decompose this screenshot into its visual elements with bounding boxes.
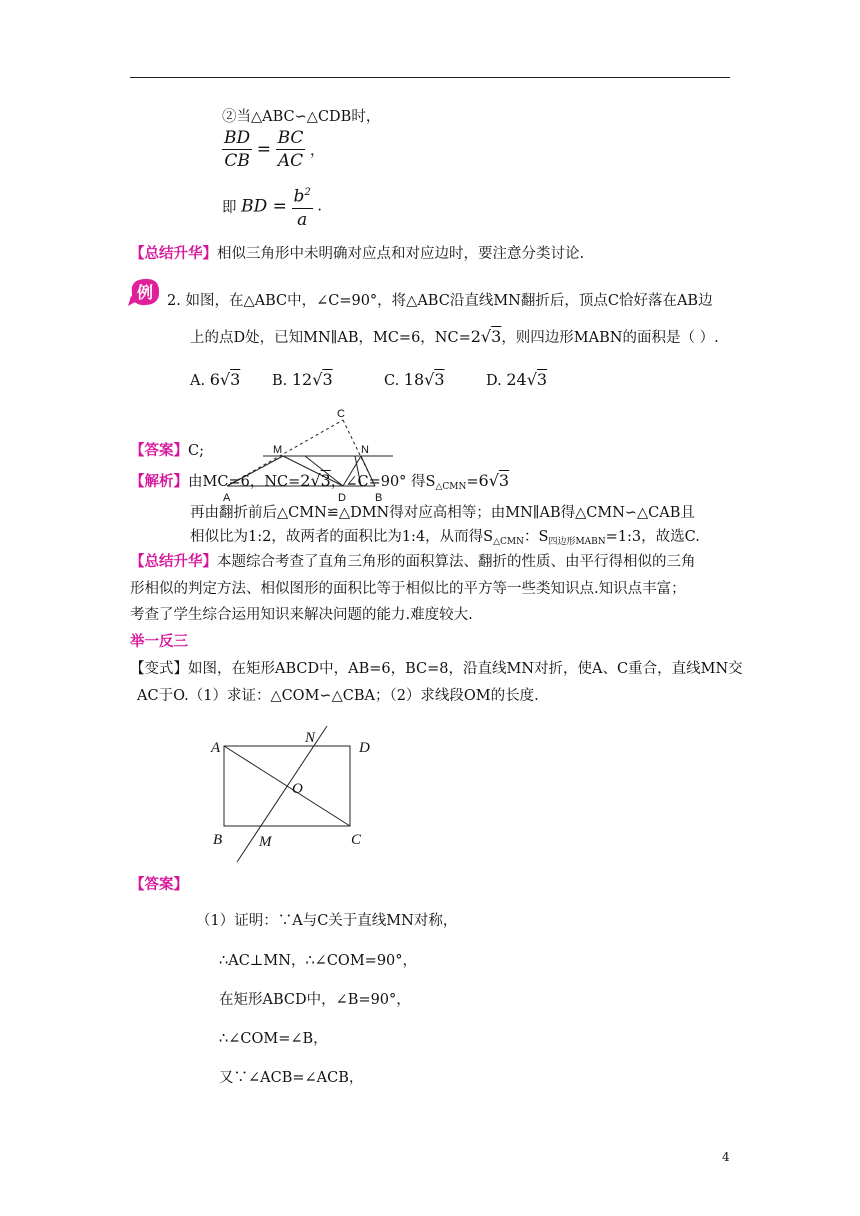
label-b: B — [213, 832, 223, 848]
proof-line-4: ∴∠COM=∠B， — [219, 1031, 328, 1047]
practice-heading: 举一反三 — [130, 633, 188, 650]
label-d: D — [359, 740, 370, 756]
summary-1: 【总结升华】相似三角形中未明确对应点和对应边时，要注意分类讨论. — [130, 245, 585, 262]
label-n: N — [361, 444, 369, 456]
nc-value: 2√3 — [470, 327, 502, 346]
answer-1: 【答案】C; — [130, 442, 204, 459]
rectangle-fold-diagram — [205, 722, 390, 867]
label-a: A — [211, 740, 221, 756]
analysis-line2: 再由翻折前后△CMN≌△DMN得对应高相等；由MN∥AB得△CMN∽△CAB且 — [190, 505, 695, 521]
svg-text:例: 例 — [136, 283, 154, 302]
comma: ， — [310, 143, 325, 159]
fraction-bc-ac: $\frac{BC}{AC}$ — [277, 128, 304, 171]
variant-line2: AC于O.（1）求证：△COM∽△CBA；（2）求线段OM的长度. — [137, 688, 539, 704]
label-m: M — [273, 444, 283, 456]
label-n: N — [305, 730, 316, 746]
option-a: A. 6√3 — [190, 370, 241, 389]
option-c: C. 18√3 — [384, 370, 445, 389]
label-o: O — [292, 781, 303, 797]
header-rule — [130, 77, 730, 78]
proof-line-2: ∴AC⊥MN，∴∠COM=90°， — [219, 953, 418, 969]
fraction-bd-cb: $\frac{BD}{CB}$ — [224, 128, 251, 171]
option-d: D. 24√3 — [486, 370, 548, 389]
example-question-line1: 2. 如图，在△ABC中，∠C=90°，将△ABC沿直线MN翻折后，顶点C恰好落在AB边 — [167, 293, 713, 309]
case2-intro: ②当△ABC∽△CDB时， — [222, 109, 381, 125]
summary-label: 【总结升华】 — [130, 245, 217, 262]
summary-2-line3: 考查了学生综合运用知识来解决问题的能力.难度较大. — [130, 607, 473, 623]
fraction-b2-a: $\frac{b^2}{a}$ — [292, 184, 313, 229]
label-a: A — [223, 492, 231, 504]
summary-2-line2: 形相似的判定方法、相似图形的面积比等于相似比的平方等一些类知识点.知识点丰富； — [130, 581, 686, 597]
label-c: C — [351, 832, 362, 848]
proof-line-5: 又∵∠ACB=∠ACB， — [219, 1070, 364, 1086]
label-b: B — [375, 492, 383, 504]
label-c: C — [337, 408, 345, 420]
proof-line-3: 在矩形ABCD中，∠B=90°， — [219, 992, 411, 1008]
summary-2-line1: 【总结升华】本题综合考查了直角三角形的面积算法、翻折的性质、由平行得相似的三角 — [130, 553, 696, 570]
case2-ratio-equation — [222, 129, 325, 170]
answer-2: 【答案】 — [130, 876, 188, 893]
option-b: B. 12√3 — [272, 370, 333, 389]
proof-line-1: （1）证明：∵A与C关于直线MN对称， — [196, 913, 458, 929]
example-question-line2: 上的点D处，已知MN∥AB，MC=6，NC=2√3，则四边形MABN的面积是（ ）. — [190, 327, 719, 346]
label-m: M — [259, 834, 272, 850]
analysis-line3: 相似比为1:2，故两者的面积比为1:4，从而得$S_{\triangle CMN}$：$S_{四边形MABN}=1:3$，故选C. — [190, 529, 700, 547]
equals-sign: = — [256, 139, 271, 160]
analysis-line1: 【解析】由MC=6，NC=2√3，∠C=90° 得$S_{\triangle CMN}=6√3$ — [130, 471, 510, 492]
variant-line1: 【变式】如图，在矩形ABCD中，AB=6，BC=8，沿直线MN对折，使A、C重合，直线MN交 — [130, 661, 743, 677]
example-badge-icon — [128, 276, 162, 308]
label-d: D — [338, 492, 346, 504]
case2-result: 即 BD = $\frac{b^2}{a}$ . — [222, 184, 322, 229]
page-number: 4 — [722, 1150, 730, 1164]
